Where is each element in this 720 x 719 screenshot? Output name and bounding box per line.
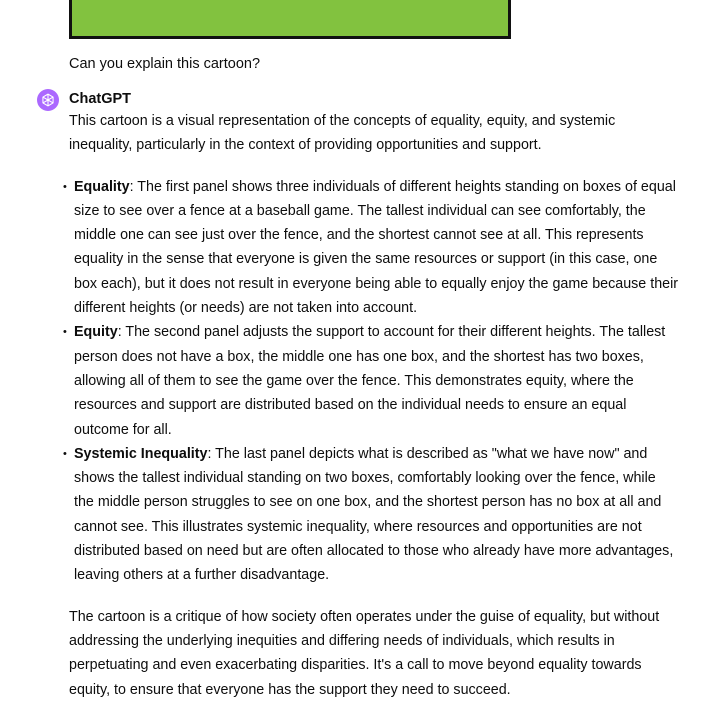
list-item <box>63 320 679 441</box>
list-item <box>63 175 679 321</box>
list-item-text: : The first panel shows three individuals of different heights standing on boxes of equal size to see over a fence at a baseball game. The tallest individual can see comfortably, the middle one can see just over the fence, and the shortest cannot see at all. This represents equality in the sense that everyone is given the same resources or support (in this case, one box each), but it does not result in everyone being able to equally enjoy the game because their different heights (or needs) are not taken into account. <box>74 178 679 317</box>
assistant-intro: This cartoon is a visual representation of the concepts of equality, equity, and systemic inequality, particularly in the context of providing opportunities and support. <box>69 113 616 154</box>
uploaded-cartoon-image[interactable] <box>69 0 511 39</box>
assistant-name: ChatGPT <box>69 91 132 107</box>
list-item-term: Systemic Inequality <box>74 445 208 462</box>
list-item-text: : The last panel depicts what is described as "what we have now" and shows the tallest individual standing on two boxes, comfortably looking over the fence, while the middle person struggles to see on one box, and the shortest person has no box at all and cannot see. This illustrates systemic inequality, where resources and opportunities are not distributed based on need but are often allocated to those who already have more advantages, leaving others at a further disadvantage. <box>74 445 674 584</box>
assistant-conclusion: The cartoon is a critique of how society often operates under the guise of equality, but without addressing the underlying inequities and differing needs of individuals, which results in perpetuating and even exacerbating disparities. It's a call to move beyond equality towards equity, to ensure that everyone has the support they need to succeed. <box>69 608 660 698</box>
list-item-term: Equality <box>74 178 130 195</box>
user-message: Can you explain this cartoon? <box>69 56 261 72</box>
bullet-icon: • <box>63 326 67 339</box>
openai-logo-icon <box>37 89 59 111</box>
assistant-message <box>63 109 679 702</box>
list-item-text: : The second panel adjusts the support to account for their different heights. The tallest person does not have a box, the middle one has one box, and the shortest has two boxes, allowing all of them to see the game over the fence. This demonstrates equity, where the resources and support are distributed based on the individual needs to ensure an equal outcome for all. <box>74 324 666 438</box>
bullet-icon: • <box>63 180 67 193</box>
bullet-icon: • <box>63 447 67 460</box>
list-item-term: Equity <box>74 324 118 341</box>
list-item <box>63 442 679 588</box>
explanation-list <box>63 175 679 588</box>
